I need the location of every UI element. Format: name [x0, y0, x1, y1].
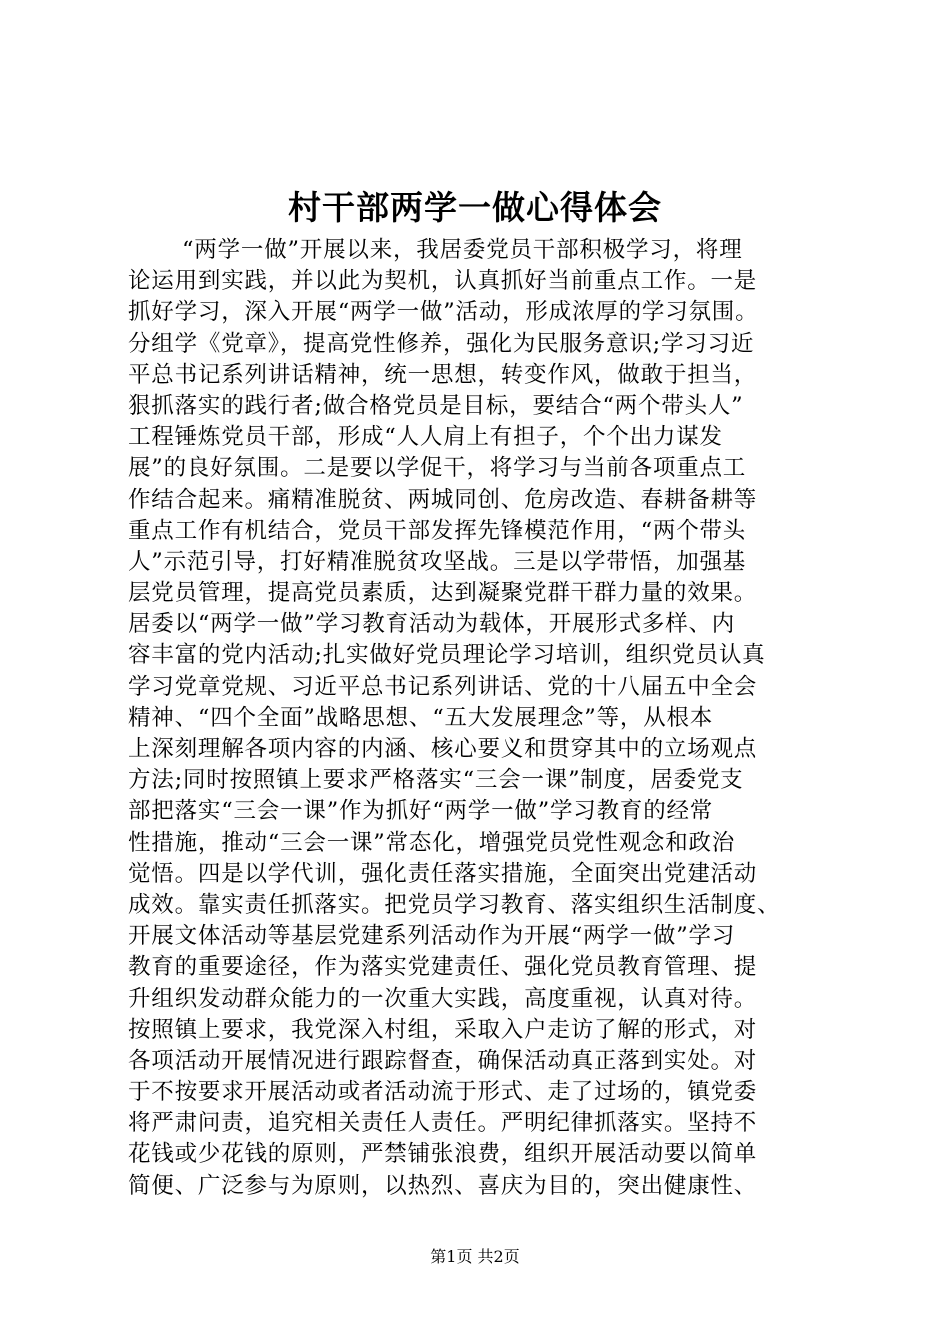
paragraph-line: 居委以“两学一做”学习教育活动为载体，开展形式多样、内: [128, 611, 736, 638]
paragraph-line: 作结合起来。痛精准脱贫、两城同创、危房改造、春耕备耕等: [128, 486, 758, 513]
paragraph-line: 层党员管理，提高党员素质，达到凝聚党群干群力量的效果。: [128, 580, 758, 607]
paragraph-line: 工程锤炼党员干部，形成“人人肩上有担子，个个出力谋发: [128, 424, 723, 451]
paragraph-line: 展”的良好氛围。二是要以学促干，将学习与当前各项重点工: [128, 455, 747, 482]
paragraph-line: 平总书记系列讲话精神，统一思想，转变作风，做敢于担当，: [128, 361, 758, 388]
paragraph-line: 方法;同时按照镇上要求严格落实“三会一课”制度，居委党支: [128, 767, 744, 794]
paragraph-line: 觉悟。四是以学代训，强化责任落实措施，全面突出党建活动: [128, 860, 758, 887]
paragraph-line: 抓好学习，深入开展“两学一做”活动，形成浓厚的学习氛围。: [128, 299, 759, 326]
paragraph-line: 按照镇上要求，我党深入村组，采取入户走访了解的形式，对: [128, 1016, 758, 1043]
page-number-footer: 第1页 共2页: [430, 1247, 520, 1266]
paragraph-line: 各项活动开展情况进行跟踪督查，确保活动真正落到实处。对: [128, 1047, 758, 1074]
paragraph-line: 教育的重要途径，作为落实党建责任、强化党员教育管理、提: [128, 954, 758, 981]
paragraph-line: 容丰富的党内活动;扎实做好党员理论学习培训，组织党员认真: [128, 642, 766, 669]
paragraph-line: 成效。靠实责任抓落实。把党员学习教育、落实组织生活制度、: [128, 891, 781, 918]
paragraph-line: 重点工作有机结合，党员干部发挥先锋模范作用，“两个带头: [128, 517, 747, 544]
paragraph-line: 论运用到实践，并以此为契机，认真抓好当前重点工作。一是: [128, 268, 758, 295]
document-body: [128, 235, 840, 1202]
paragraph-line: 精神、“四个全面”战略思想、“五大发展理念”等，从根本: [128, 704, 714, 731]
paragraph-line: 学习党章党规、习近平总书记系列讲话、党的十八届五中全会: [128, 673, 758, 700]
paragraph-line: 部把落实“三会一课”作为抓好“两学一做”学习教育的经常: [128, 798, 714, 825]
paragraph-line: 上深刻理解各项内容的内涵、核心要义和贯穿其中的立场观点: [128, 736, 758, 762]
paragraph-line: 分组学《党章》，提高党性修养，强化为民服务意识;学习习近: [128, 330, 755, 357]
paragraph-line: “两学一做”开展以来，我居委党员干部积极学习，将理: [182, 237, 743, 263]
paragraph-line: 开展文体活动等基层党建系列活动作为开展“两学一做”学习: [128, 923, 736, 950]
paragraph-line: 性措施，推动“三会一课”常态化，增强党员党性观念和政治: [128, 829, 736, 856]
paragraph-line: 花钱或少花钱的原则，严禁铺张浪费，组织开展活动要以简单: [128, 1141, 758, 1168]
paragraph-line: 狠抓落实的践行者;做合格党员是目标，要结合“两个带头人”: [128, 392, 744, 419]
paragraph-line: 将严肃问责，追究相关责任人责任。严明纪律抓落实。坚持不: [128, 1110, 758, 1137]
paragraph-line: 于不按要求开展活动或者活动流于形式、走了过场的，镇党委: [128, 1079, 758, 1106]
paragraph-line: 人”示范引导，打好精准脱贫攻坚战。三是以学带悟，加强基: [128, 548, 747, 575]
document-title: 村干部两学一做心得体会: [288, 188, 662, 227]
paragraph-line: 升组织发动群众能力的一次重大实践，高度重视，认真对待。: [128, 985, 758, 1012]
paragraph-line: 简便、广泛参与为原则，以热烈、喜庆为目的，突出健康性、: [128, 1172, 758, 1199]
